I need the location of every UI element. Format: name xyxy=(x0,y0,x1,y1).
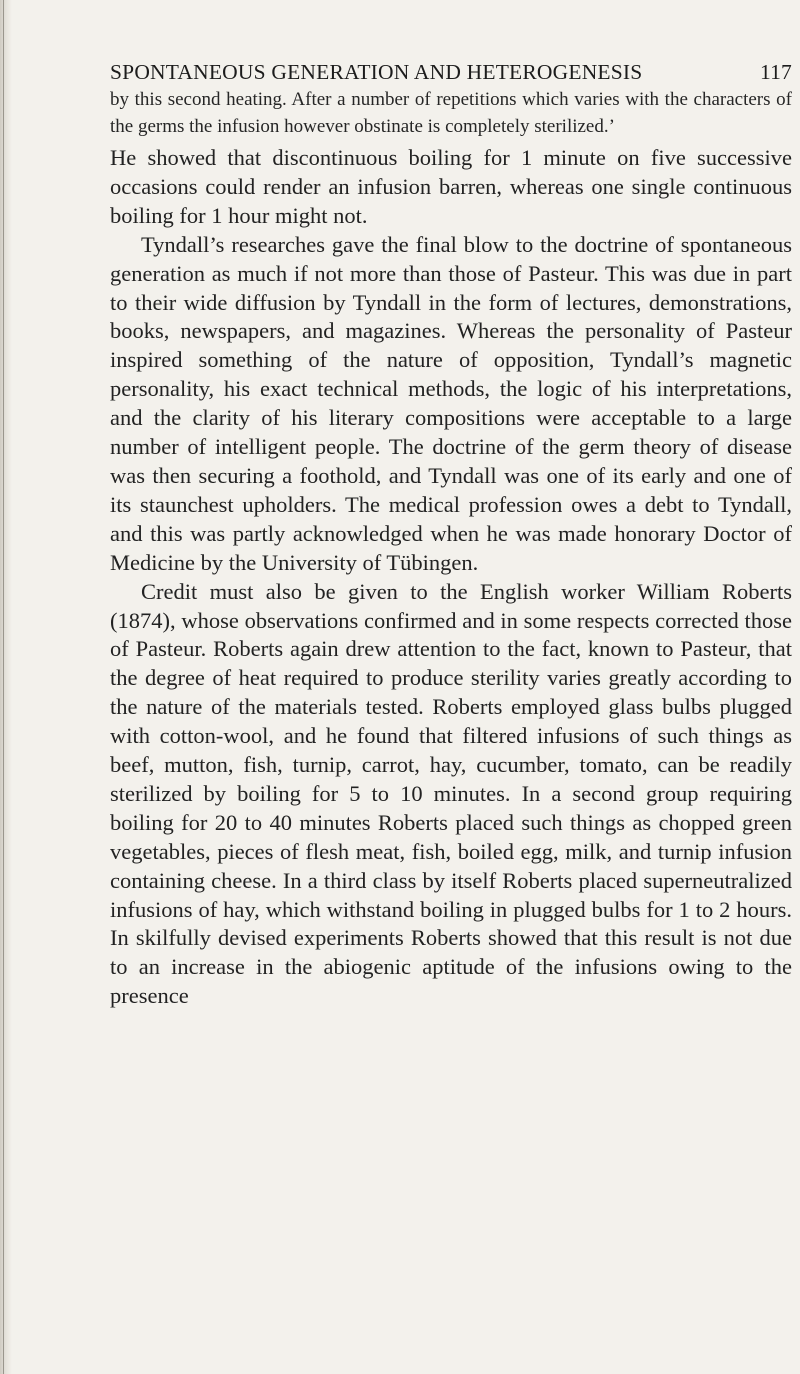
running-head xyxy=(110,60,792,85)
page-number: 117 xyxy=(759,60,792,84)
book-gutter-shadow xyxy=(0,0,12,1374)
running-title: SPONTANEOUS GENERATION AND HETEROGENESIS xyxy=(110,60,643,84)
book-binding-edge xyxy=(3,0,4,1374)
book-page xyxy=(110,60,792,1011)
paragraph-discontinuous-boiling: He showed that discontinuous boiling for 1 minute on five successive occasions could render an infusion barren, whereas one single continuous boiling for 1 hour might not. xyxy=(110,145,792,228)
paragraph-roberts-experiments: Credit must also be given to the English worker William Roberts (1874), whose observations confirmed and in some respects corrected those of Pasteur. Roberts again drew attention to the fact, known to Pasteur, that the degree of heat required to produce sterility varies greatly according to the nature of the materials tested. Roberts employed glass bulbs plugged with cotton-wool, and he found that filtered infusions of such things as beef, mutton, fish, turnip, carrot, hay, cucumber, tomato, can be readily sterilized by boiling for 5 to 10 minutes. In a second group requiring boiling for 20 to 40 minutes Roberts placed such things as chopped green vegetables, pieces of flesh meat, fish, boiled egg, milk, and turnip infusion containing cheese. In a third class by itself Roberts placed superneutralized infusions of hay, which withstand boiling in plugged bulbs for 1 to 2 hours. In skilfully devised experiments Roberts showed that this result is not due to an increase in the abiogenic aptitude of the infusions owing to the presence xyxy=(110,578,792,1009)
quote-continuation: by this second heating. After a number of repetitions which varies with the characters of the germs the infusion however obstinate is completely sterilized.’ xyxy=(110,89,792,137)
paragraph-tyndall-researches: Tyndall’s researches gave the final blow to the doctrine of spontaneous generation as much if not more than those of Pasteur. This was due in part to their wide diffusion by Tyndall in the form of lectures, demonstrations, books, newspapers, and magazines. Whereas the personality of Pasteur inspired something of the nature of opposition, Tyndall’s magnetic personality, his exact technical methods, the logic of his interpretations, and the clarity of his literary compositions were acceptable to a large number of intelligent people. The doctrine of the germ theory of disease was then securing a foothold, and Tyndall was one of its early and one of its staunchest upholders. The medical profession owes a debt to Tyndall, and this was partly acknowledged when he was made honorary Doctor of Medicine by the University of Tübingen. xyxy=(110,231,792,575)
